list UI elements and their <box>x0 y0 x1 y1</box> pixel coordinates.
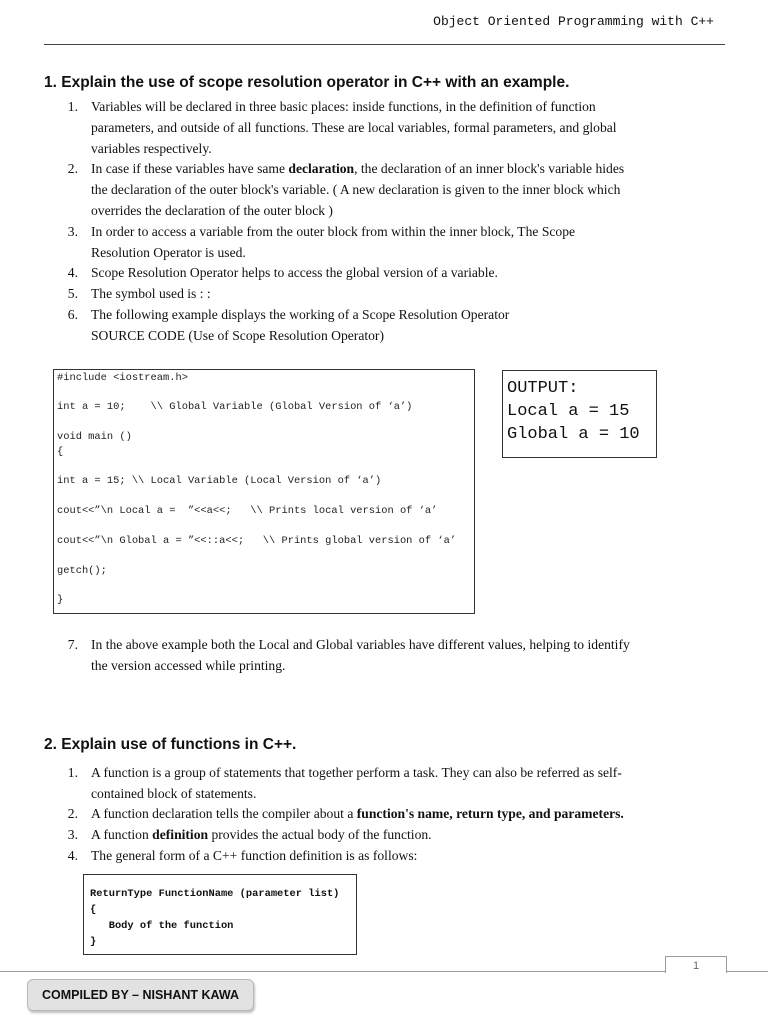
list-item-text: parameters, and outside of all functions. These are local variables, formal parameters, and global <box>91 120 617 135</box>
question-1-heading <box>44 74 569 92</box>
code-line: int a = 15; \\ Local Variable (Local Version of ‘a’) <box>57 475 382 487</box>
output-line: Global a = 10 <box>507 425 640 444</box>
code-line: { <box>57 446 64 458</box>
list-number: 4. <box>67 265 78 280</box>
emphasis: definition <box>152 827 209 842</box>
list-number: 6. <box>67 307 78 322</box>
list-number: 1. <box>67 99 78 114</box>
list-item-text: A function declaration tells the compiler about a function's name, return type, and parameters. <box>91 806 624 821</box>
code-line: cout<<”\n Local a = ”<<a<<; \\ Prints local version of ‘a’ <box>57 505 438 517</box>
list-item-text: In the above example both the Local and Global variables have different values, helping to identify <box>91 637 630 652</box>
list-item-text: Scope Resolution Operator helps to access the global version of a variable. <box>91 265 498 280</box>
code-line: } <box>57 594 64 606</box>
list-number: 2. <box>67 161 78 176</box>
compiled-by-badge: COMPILED BY – NISHANT KAWA <box>27 979 254 1011</box>
list-item-text: the declaration of the outer block's variable. ( A new declaration is given to the inner block which <box>91 182 621 197</box>
question-1-list <box>0 97 768 347</box>
list-number: 4. <box>67 848 78 863</box>
question-1-list-continued <box>0 635 768 679</box>
list-item-text: the version accessed while printing. <box>91 658 286 673</box>
question-1-title: Explain the use of scope resolution operator in C++ with an example. <box>61 74 570 91</box>
list-number: 7. <box>67 637 78 652</box>
list-item-text: The symbol used is : : <box>91 286 211 301</box>
list-item-text: contained block of statements. <box>91 786 257 801</box>
list-item-text: variables respectively. <box>91 141 212 156</box>
list-number: 1. <box>67 765 78 780</box>
question-2-number: 2. <box>44 736 57 753</box>
list-item-text: A function definition provides the actual body of the function. <box>91 827 432 842</box>
list-item-text: SOURCE CODE (Use of Scope Resolution Operator) <box>91 328 384 343</box>
list-item-text: The following example displays the working of a Scope Resolution Operator <box>91 307 510 322</box>
footer-divider <box>0 971 768 972</box>
code-line: cout<<”\n Global a = ”<<::a<<; \\ Prints global version of ‘a’ <box>57 535 457 547</box>
list-number: 5. <box>67 286 78 301</box>
list-item-text: In case if these variables have same declaration, the declaration of an inner block's variable hides <box>91 161 625 176</box>
output-line: Local a = 15 <box>507 402 630 421</box>
list-item-text: The general form of a C++ function definition is as follows: <box>91 848 418 863</box>
code-line: #include <iostream.h> <box>57 372 188 384</box>
code-line: } <box>90 936 97 948</box>
code-line: int a = 10; \\ Global Variable (Global Version of ‘a’) <box>57 401 413 413</box>
list-item-text: A function is a group of statements that together perform a task. They can also be referred as self- <box>91 765 622 780</box>
question-2-list <box>0 763 768 873</box>
list-number: 3. <box>67 827 78 842</box>
question-2-heading <box>44 736 296 754</box>
emphasis: function's name, return type, and parameters. <box>356 806 624 821</box>
list-item-text: overrides the declaration of the outer block ) <box>91 203 333 218</box>
question-1-number: 1. <box>44 74 57 91</box>
code-line: void main () <box>57 431 132 443</box>
source-code-box <box>53 369 475 614</box>
list-item-text: Variables will be declared in three basic places: inside functions, in the definition of function <box>91 99 596 114</box>
header-divider <box>44 44 725 45</box>
output-label: OUTPUT: <box>507 379 579 398</box>
code-line: ReturnType FunctionName (parameter list) <box>90 888 340 900</box>
code-line: { <box>90 904 97 916</box>
question-2-title: Explain use of functions in C++. <box>61 736 297 753</box>
list-item-text: Resolution Operator is used. <box>91 245 246 260</box>
function-syntax-box <box>83 874 357 955</box>
emphasis: declaration <box>288 161 355 176</box>
code-line: Body of the function <box>90 920 234 932</box>
running-header-title: Object Oriented Programming with C++ <box>433 14 714 29</box>
list-number: 2. <box>67 806 78 821</box>
page-number: 1 <box>665 956 727 973</box>
code-line: getch(); <box>57 565 107 577</box>
output-box <box>502 370 657 458</box>
list-item-text: In order to access a variable from the outer block from within the inner block, The Scope <box>91 224 576 239</box>
list-number: 3. <box>67 224 78 239</box>
